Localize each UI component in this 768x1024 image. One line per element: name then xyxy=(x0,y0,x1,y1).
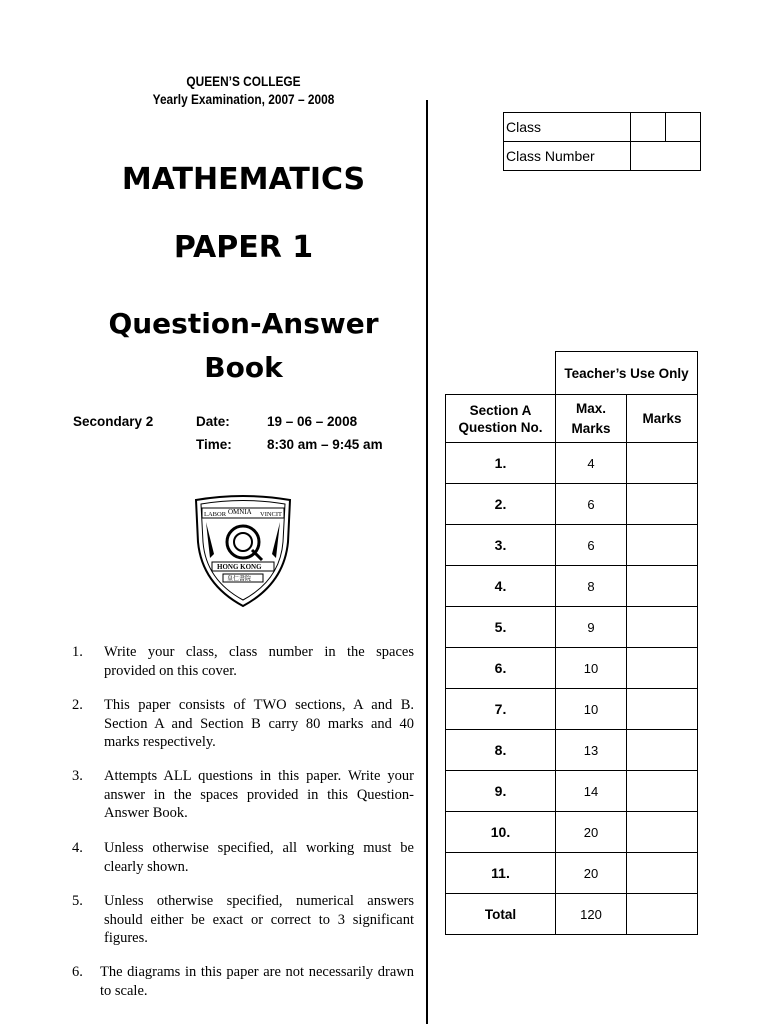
question-number: 3. xyxy=(446,525,556,566)
instruction-3: 3. Attempts ALL questions in this paper. Write your answer in the spaces provided in this Question-Answer Book. xyxy=(72,768,414,821)
marks-field[interactable] xyxy=(627,566,698,607)
marks-field[interactable] xyxy=(627,525,698,566)
table-row xyxy=(446,525,698,566)
divider-line xyxy=(426,100,428,1024)
instruction-5: 5. Unless otherwise specified, numerical answers should either be exact or correct to 3 significant figures. xyxy=(72,893,414,946)
total-row xyxy=(446,894,698,935)
instruction-1: 1. Write your class, class number in the spaces provided on this cover. xyxy=(72,644,414,679)
marks-field[interactable] xyxy=(627,443,698,484)
class-label: Class xyxy=(504,113,631,142)
question-number: 11. xyxy=(446,853,556,894)
teacher-header-row xyxy=(446,352,698,395)
date-label: Date: xyxy=(196,414,230,429)
class-row xyxy=(504,113,701,142)
max-mark: 14 xyxy=(556,771,627,812)
instruction-2: 2. This paper consists of TWO sections, A and B. Section A and Section B carry 80 marks and 40 marks respectively. xyxy=(72,697,414,750)
subject-title: MATHEMATICS xyxy=(121,162,366,197)
exam-header xyxy=(0,73,487,109)
class-number-field[interactable] xyxy=(631,142,701,171)
max-mark: 8 xyxy=(556,566,627,607)
max-mark: 9 xyxy=(556,607,627,648)
marks-field[interactable] xyxy=(627,607,698,648)
table-row xyxy=(446,484,698,525)
exam-name: Yearly Examination, 2007 – 2008 xyxy=(152,92,335,107)
max-mark: 10 xyxy=(556,648,627,689)
max-mark: 20 xyxy=(556,853,627,894)
date-value: 19 – 06 – 2008 xyxy=(267,414,358,429)
book-title-line1: Question-Answer xyxy=(108,307,379,340)
question-number: 2. xyxy=(446,484,556,525)
max-mark: 10 xyxy=(556,689,627,730)
table-row xyxy=(446,607,698,648)
question-number: 4. xyxy=(446,566,556,607)
book-title-line2: Book xyxy=(204,351,283,384)
svg-text:HONG KONG: HONG KONG xyxy=(217,563,262,571)
class-info-box xyxy=(503,112,701,171)
table-row xyxy=(446,648,698,689)
class-number-label: Class Number xyxy=(504,142,631,171)
max-mark: 6 xyxy=(556,484,627,525)
max-marks-header: Max. Marks xyxy=(556,395,627,443)
class-number-row xyxy=(504,142,701,171)
question-number: 8. xyxy=(446,730,556,771)
question-number: 9. xyxy=(446,771,556,812)
max-mark: 4 xyxy=(556,443,627,484)
max-mark: 13 xyxy=(556,730,627,771)
teacher-use-header: Teacher’s Use Only xyxy=(556,352,698,395)
column-header-row xyxy=(446,395,698,443)
question-number: 6. xyxy=(446,648,556,689)
max-mark: 20 xyxy=(556,812,627,853)
table-row xyxy=(446,730,698,771)
total-max-marks: 120 xyxy=(556,894,627,935)
time-value: 8:30 am – 9:45 am xyxy=(267,437,383,452)
paper-title: PAPER 1 xyxy=(173,230,314,265)
table-row xyxy=(446,443,698,484)
marks-field[interactable] xyxy=(627,689,698,730)
question-no-header: Section A Question No. xyxy=(446,395,556,443)
svg-text:VINCIT: VINCIT xyxy=(260,511,283,518)
book-title xyxy=(0,302,487,390)
table-row xyxy=(446,566,698,607)
table-row xyxy=(446,771,698,812)
question-number: 1. xyxy=(446,443,556,484)
question-number: 5. xyxy=(446,607,556,648)
total-marks-field[interactable] xyxy=(627,894,698,935)
svg-text:LABOR: LABOR xyxy=(204,511,227,518)
instruction-4: 4. Unless otherwise specified, all working must be clearly shown. xyxy=(72,840,414,875)
svg-text:皇仁書院: 皇仁書院 xyxy=(227,575,252,583)
college-name: QUEEN’S COLLEGE xyxy=(186,74,301,89)
svg-text:OMNIA: OMNIA xyxy=(228,508,252,516)
time-label: Time: xyxy=(196,437,232,452)
class-field-2[interactable] xyxy=(666,113,701,142)
level: Secondary 2 xyxy=(73,414,154,429)
question-number: 10. xyxy=(446,812,556,853)
table-row xyxy=(446,853,698,894)
marks-field[interactable] xyxy=(627,771,698,812)
table-row xyxy=(446,689,698,730)
instruction-6: 6. The diagrams in this paper are not necessarily drawn to scale. xyxy=(72,964,414,999)
marks-field[interactable] xyxy=(627,853,698,894)
marks-field[interactable] xyxy=(627,484,698,525)
marks-field[interactable] xyxy=(627,812,698,853)
total-label: Total xyxy=(446,894,556,935)
class-field-1[interactable] xyxy=(631,113,666,142)
marks-field[interactable] xyxy=(627,730,698,771)
table-row xyxy=(446,812,698,853)
marks-field[interactable] xyxy=(627,648,698,689)
college-crest-logo xyxy=(192,492,294,608)
max-mark: 6 xyxy=(556,525,627,566)
question-number: 7. xyxy=(446,689,556,730)
marks-table xyxy=(445,351,698,935)
marks-header: Marks xyxy=(627,395,698,443)
